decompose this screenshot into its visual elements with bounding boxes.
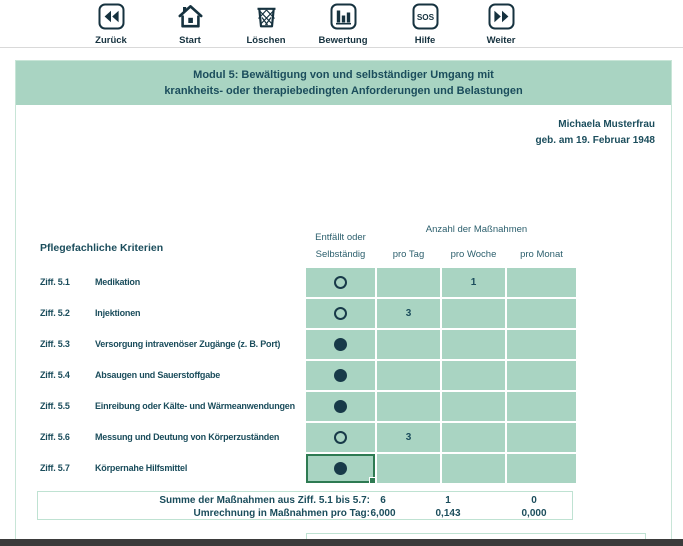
pro-monat-cell[interactable] xyxy=(507,268,576,297)
pro-woche-cell[interactable] xyxy=(442,423,505,452)
criteria-header: Pflegefachliche Kriterien xyxy=(40,242,164,254)
summary-row1-pro-monat: 0 xyxy=(531,495,537,506)
pro-tag-cell[interactable]: 3 xyxy=(377,423,440,452)
toolbar-label: Löschen xyxy=(246,35,286,46)
row-criterion-label: Körpernahe Hilfsmittel xyxy=(95,463,188,473)
row-criterion-label: Versorgung intravenöser Zugänge (z. B. Port) xyxy=(95,339,281,349)
toolbar-button-hilfe[interactable] xyxy=(393,3,457,46)
svg-text:SOS: SOS xyxy=(416,12,434,22)
pro-woche-cell[interactable] xyxy=(442,299,505,328)
summary-row1-pro-tag: 6 xyxy=(380,495,386,506)
row-ziff: Ziff. 5.7 xyxy=(40,463,70,473)
table-row xyxy=(0,299,683,328)
row-ziff: Ziff. 5.1 xyxy=(40,277,70,287)
toolbar-button-loeschen[interactable] xyxy=(234,3,298,46)
pro-woche-cell[interactable] xyxy=(442,330,505,359)
fast-forward-icon xyxy=(488,3,515,30)
row-criterion-label: Injektionen xyxy=(95,308,141,318)
pro-monat-cell[interactable] xyxy=(507,423,576,452)
table-row xyxy=(0,330,683,359)
radio-indicator[interactable] xyxy=(334,369,347,382)
summary-row2-pro-tag: 6,000 xyxy=(370,508,396,519)
row-ziff: Ziff. 5.4 xyxy=(40,370,70,380)
column-header-entfaellt-line1: Entfällt oder xyxy=(315,232,366,243)
summary-row1-label: Summe der Maßnahmen aus Ziff. 5.1 bis 5.7: xyxy=(159,495,370,506)
summary-row2-label: Umrechnung in Maßnahmen pro Tag: xyxy=(193,508,370,519)
column-header-pro-monat: pro Monat xyxy=(520,249,563,260)
row-criterion-label: Messung und Deutung von Körperzuständen xyxy=(95,432,280,442)
row-ziff: Ziff. 5.5 xyxy=(40,401,70,411)
pro-tag-cell[interactable] xyxy=(377,330,440,359)
table-row xyxy=(0,361,683,390)
selbstaendig-cell[interactable] xyxy=(306,330,375,359)
sos-icon xyxy=(412,3,439,30)
pro-tag-cell[interactable] xyxy=(377,454,440,483)
module-title-line2: krankheits- oder therapiebedingten Anforderungen und Belastungen xyxy=(164,85,523,97)
patient-name: Michaela Musterfrau xyxy=(558,119,655,130)
table-row xyxy=(0,392,683,421)
summary-row2-pro-monat: 0,000 xyxy=(521,508,547,519)
pro-woche-cell[interactable] xyxy=(442,361,505,390)
pro-monat-cell[interactable] xyxy=(507,454,576,483)
toolbar-label: Zurück xyxy=(95,35,127,46)
selbstaendig-cell[interactable] xyxy=(306,454,375,483)
rewind-icon xyxy=(98,3,125,30)
row-ziff: Ziff. 5.6 xyxy=(40,432,70,442)
pro-woche-cell[interactable] xyxy=(442,454,505,483)
toolbar-divider xyxy=(0,47,683,48)
radio-indicator[interactable] xyxy=(334,431,347,444)
patient-info xyxy=(535,117,655,149)
patient-birthdate: geb. am 19. Februar 1948 xyxy=(535,135,655,146)
pro-tag-cell[interactable]: 3 xyxy=(377,299,440,328)
summary-row2-pro-woche: 0,143 xyxy=(435,508,461,519)
table-row xyxy=(0,423,683,452)
toolbar-label: Weiter xyxy=(486,35,516,46)
row-ziff: Ziff. 5.3 xyxy=(40,339,70,349)
pro-monat-cell[interactable] xyxy=(507,361,576,390)
pro-woche-cell[interactable]: 1 xyxy=(442,268,505,297)
row-criterion-label: Einreibung oder Kälte- und Wärmeanwendungen xyxy=(95,401,295,411)
pro-woche-cell[interactable] xyxy=(442,392,505,421)
pro-tag-cell[interactable] xyxy=(377,361,440,390)
radio-indicator[interactable] xyxy=(334,400,347,413)
column-group-header: Anzahl der Maßnahmen xyxy=(425,224,528,235)
row-criterion-label: Medikation xyxy=(95,277,141,287)
selbstaendig-cell[interactable] xyxy=(306,392,375,421)
toolbar-button-weiter[interactable] xyxy=(469,3,533,46)
column-header-pro-tag: pro Tag xyxy=(392,249,425,260)
column-header-entfaellt-line2: Selbständig xyxy=(315,249,366,260)
toolbar-button-bewertung[interactable] xyxy=(311,3,375,46)
pro-monat-cell[interactable] xyxy=(507,392,576,421)
home-icon xyxy=(177,3,204,30)
toolbar-label: Start xyxy=(179,35,201,46)
table-row xyxy=(0,454,683,483)
pro-tag-cell[interactable] xyxy=(377,392,440,421)
radio-indicator[interactable] xyxy=(334,338,347,351)
pro-monat-cell[interactable] xyxy=(507,299,576,328)
toolbar-button-zurueck[interactable] xyxy=(79,3,143,46)
summary-row1-pro-woche: 1 xyxy=(445,495,451,506)
selbstaendig-cell[interactable] xyxy=(306,299,375,328)
radio-indicator[interactable] xyxy=(334,462,347,475)
column-header-pro-woche: pro Woche xyxy=(450,249,497,260)
selbstaendig-cell[interactable] xyxy=(306,268,375,297)
row-ziff: Ziff. 5.2 xyxy=(40,308,70,318)
toolbar-label: Hilfe xyxy=(414,35,436,46)
trash-icon xyxy=(253,3,280,30)
selbstaendig-cell[interactable] xyxy=(306,361,375,390)
toolbar-button-start[interactable] xyxy=(158,3,222,46)
table-row xyxy=(0,268,683,297)
toolbar-label: Bewertung xyxy=(318,35,368,46)
pro-monat-cell[interactable] xyxy=(507,330,576,359)
selection-handle[interactable] xyxy=(369,477,376,484)
radio-indicator[interactable] xyxy=(334,307,347,320)
radio-indicator[interactable] xyxy=(334,276,347,289)
selbstaendig-cell[interactable] xyxy=(306,423,375,452)
pro-tag-cell[interactable] xyxy=(377,268,440,297)
taskbar-edge xyxy=(0,539,683,546)
row-criterion-label: Absaugen und Sauerstoffgabe xyxy=(95,370,221,380)
module-title-line1: Modul 5: Bewältigung von und selbständiger Umgang mit xyxy=(193,69,494,81)
module-header xyxy=(16,61,671,105)
bar-chart-icon xyxy=(330,3,357,30)
